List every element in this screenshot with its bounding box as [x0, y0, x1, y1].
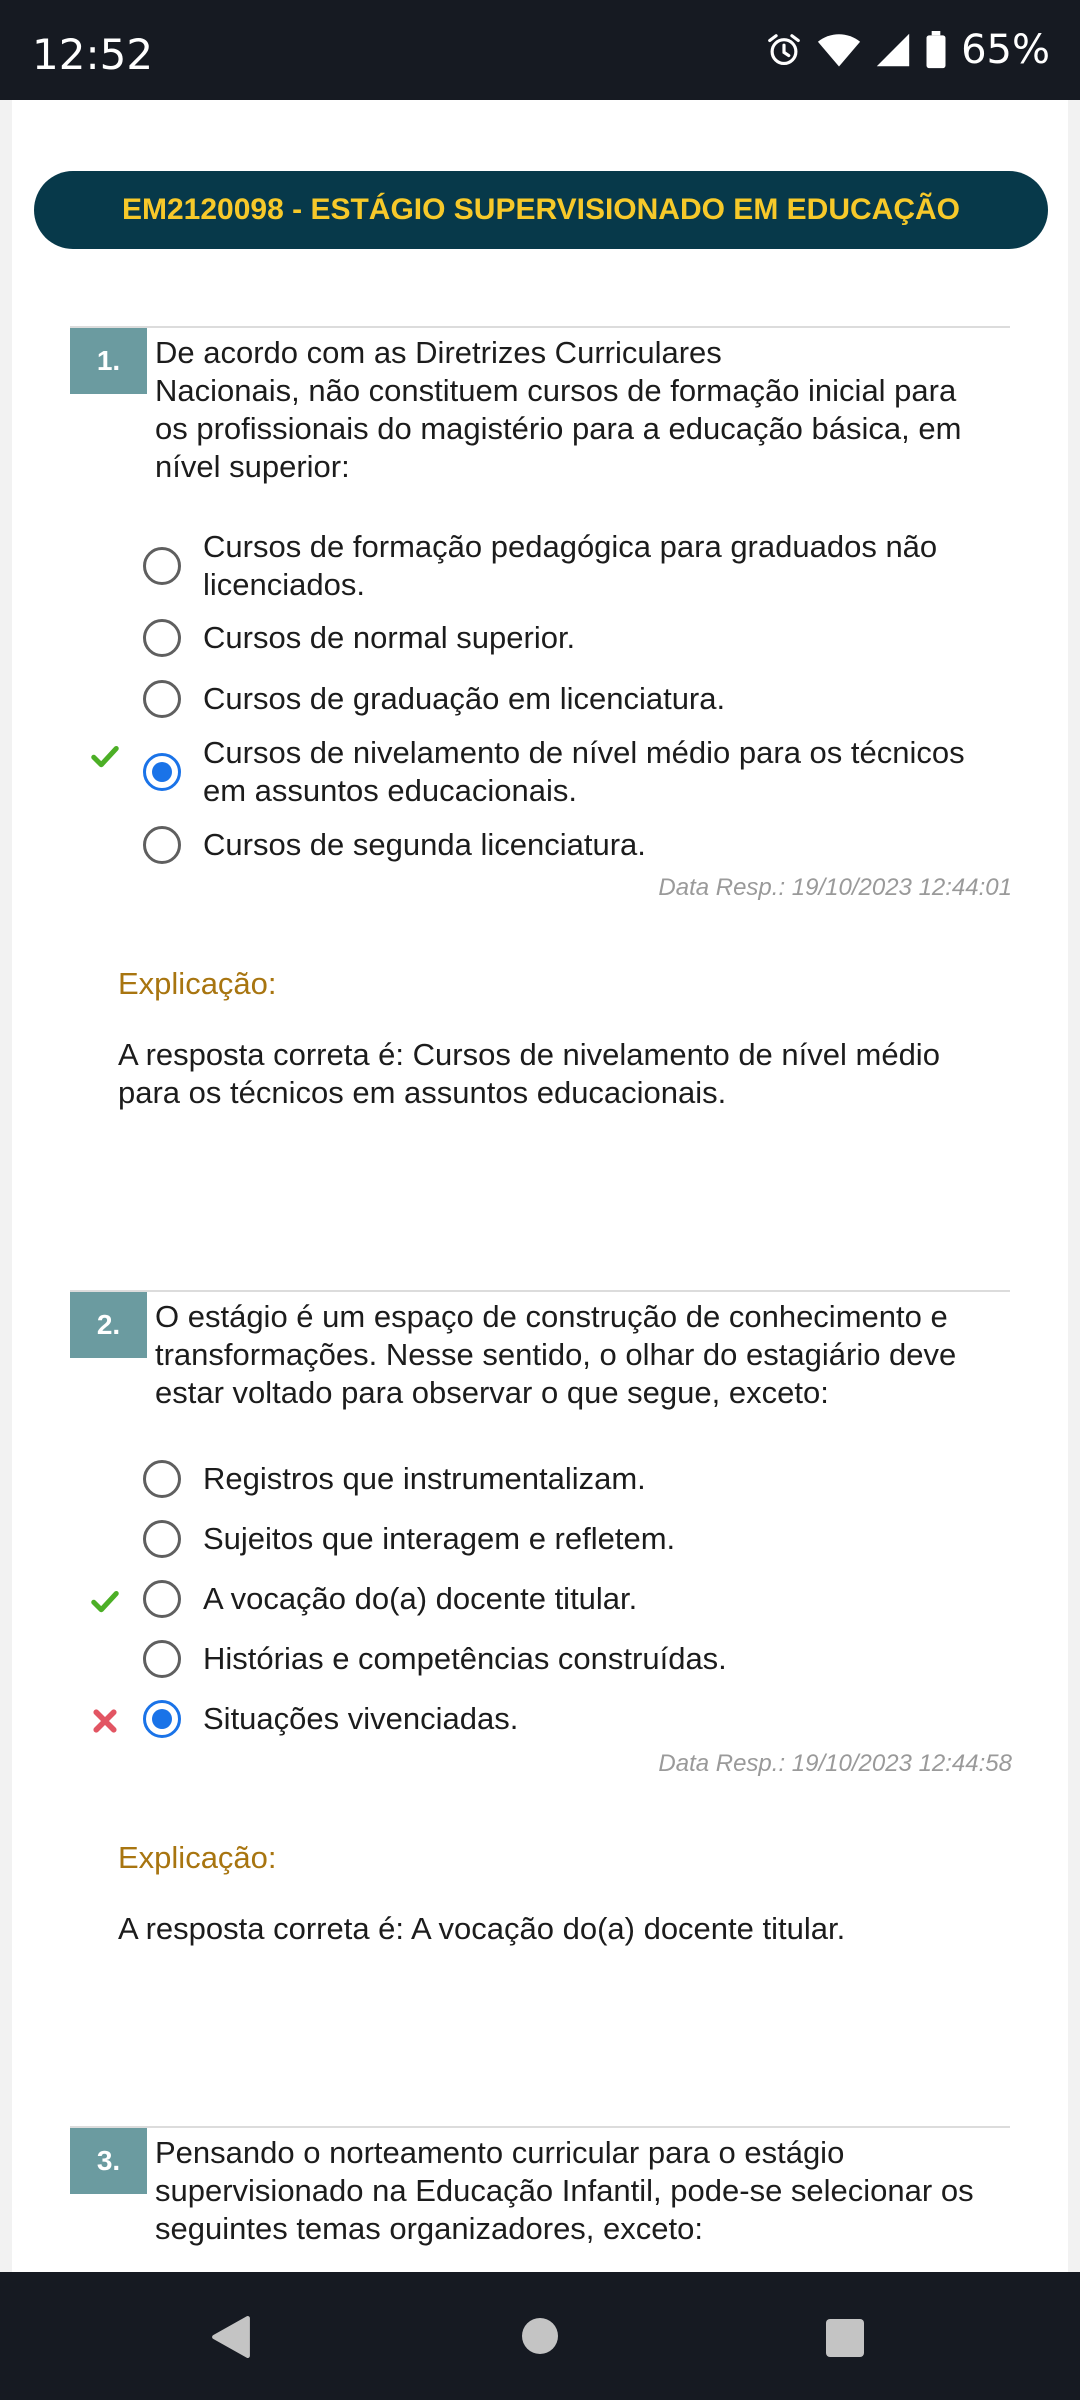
question-divider: [70, 1290, 1010, 1292]
option-text: Cursos de formação pedagógica para graduados não licenciados.: [203, 529, 938, 602]
question-text: Pensando o norteamento curricular para o estágio supervisionado na Educação Infantil, pode-se selecionar os seguintes temas organizadores, exceto:: [155, 2135, 974, 2246]
course-title-banner: EM2120098 - ESTÁGIO SUPERVISIONADO EM EDUCAÇÃO: [34, 171, 1048, 249]
response-date: Data Resp.: 19/10/2023 12:44:01: [658, 874, 1012, 901]
question-text: De acordo com as Diretrizes Curriculares Nacionais, não constituem cursos de formação inicial para os profissionais do magistério para a educação básica, em nível superior:: [155, 335, 962, 484]
battery-percentage: 65%: [961, 27, 1050, 73]
correct-check-icon: [90, 1586, 120, 1616]
explanation-label: Explicação:: [118, 1840, 277, 1875]
option-text: Histórias e competências construídas.: [203, 1641, 727, 1676]
wrong-cross-icon: [90, 1706, 120, 1736]
option-text: Cursos de nivelamento de nível médio para os técnicos em assuntos educacionais.: [203, 735, 965, 808]
explanation-text: A resposta correta é: A vocação do(a) docente titular.: [118, 1911, 846, 1946]
option-radio-selected[interactable]: [143, 753, 181, 791]
option-text: Cursos de graduação em licenciatura.: [203, 681, 726, 716]
battery-icon: [925, 31, 947, 69]
status-bar: [0, 0, 1080, 100]
alarm-icon: [765, 31, 803, 69]
question-text: O estágio é um espaço de construção de conhecimento e transformações. Nesse sentido, o olhar do estagiário deve estar voltado para observar o que segue, exceto:: [155, 1299, 957, 1410]
option-radio[interactable]: [143, 826, 181, 864]
option-radio[interactable]: [143, 1520, 181, 1558]
option-radio[interactable]: [143, 547, 181, 585]
option-radio-selected[interactable]: [143, 1700, 181, 1738]
page-content: [12, 100, 1068, 2272]
explanation-text: A resposta correta é: Cursos de nivelamento de nível médio para os técnicos em assuntos educacionais.: [118, 1037, 940, 1110]
option-text: A vocação do(a) docente titular.: [203, 1581, 638, 1616]
status-time: 12:52: [32, 30, 154, 79]
option-radio[interactable]: [143, 1580, 181, 1618]
wifi-icon: [817, 31, 861, 69]
option-text: Cursos de segunda licenciatura.: [203, 827, 646, 862]
question-divider: [70, 2126, 1010, 2128]
signal-icon: [875, 32, 911, 68]
option-radio[interactable]: [143, 1460, 181, 1498]
option-radio[interactable]: [143, 1640, 181, 1678]
option-text: Sujeitos que interagem e refletem.: [203, 1521, 676, 1556]
question-number: 3.: [70, 2128, 147, 2194]
option-radio[interactable]: [143, 619, 181, 657]
explanation-label: Explicação:: [118, 966, 277, 1001]
question-number: 2.: [70, 1292, 147, 1358]
question-divider: [70, 326, 1010, 328]
status-icons: [765, 28, 1050, 72]
response-date: Data Resp.: 19/10/2023 12:44:58: [658, 1750, 1012, 1777]
correct-check-icon: [90, 741, 120, 771]
question-number: 1.: [70, 328, 147, 394]
option-text: Situações vivenciadas.: [203, 1701, 519, 1736]
navigation-bar: [0, 2272, 1080, 2400]
back-icon[interactable]: [210, 2316, 252, 2358]
option-radio[interactable]: [143, 680, 181, 718]
recent-apps-icon[interactable]: [826, 2319, 864, 2357]
home-icon[interactable]: [522, 2318, 558, 2354]
option-text: Cursos de normal superior.: [203, 620, 576, 655]
option-text: Registros que instrumentalizam.: [203, 1461, 646, 1496]
